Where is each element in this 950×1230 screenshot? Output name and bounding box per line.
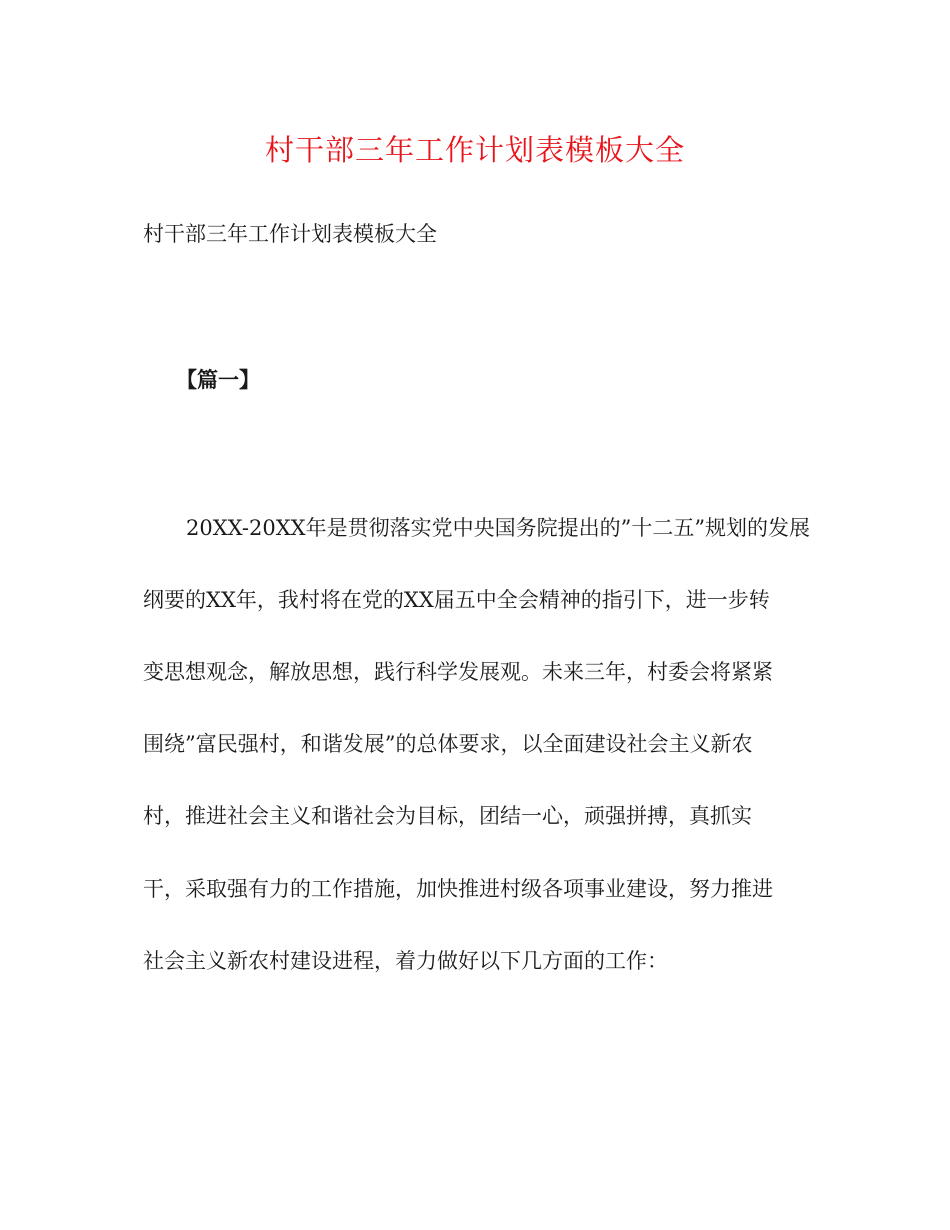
paragraph-line: 变思想观念，解放思想，践行科学发展观。未来三年，村委会将紧紧 [143,660,773,684]
section-heading: 【篇一】 [176,367,260,392]
paragraph-line: 20XX-20XX年是贯彻落实党中央国务院提出的”十二五”规划的发展 [186,516,811,540]
paragraph-line: 干，采取强有力的工作措施，加快推进村级各项事业建设，努力推进 [143,877,773,901]
document-subtitle: 村干部三年工作计划表模板大全 [143,222,437,246]
paragraph-line: 村，推进社会主义和谐社会为目标，团结一心，顽强拼搏，真抓实 [143,804,752,828]
document-title: 村干部三年工作计划表模板大全 [264,133,685,167]
paragraph-line: 围绕”富民强村，和谐发展”的总体要求，以全面建设社会主义新农 [143,732,753,756]
paragraph-line: 纲要的XX年，我村将在党的XX届五中全会精神的指引下，进一步转 [143,588,770,612]
paragraph-line: 社会主义新农村建设进程，着力做好以下几方面的工作： [143,949,668,973]
